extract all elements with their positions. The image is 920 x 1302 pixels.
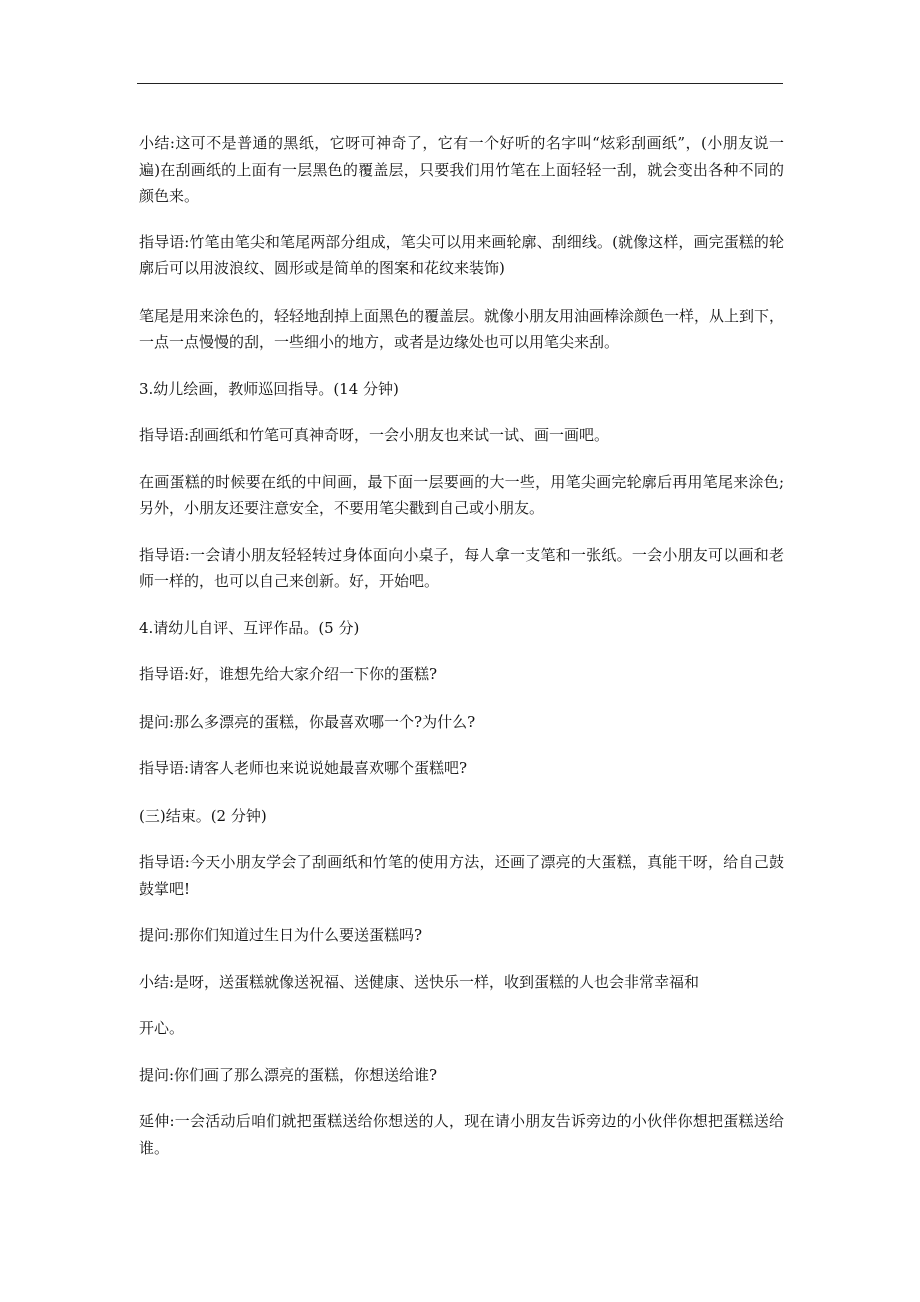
paragraph: 笔尾是用来涂色的，轻轻地刮掉上面黑色的覆盖层。就像小朋友用油画棒涂颜色一样，从上到下，一点一点慢慢的刮，一些细小的地方，或者是边缘处也可以用笔尖来刮。	[139, 306, 785, 351]
paragraph: 在画蛋糕的时候要在纸的中间画，最下面一层要画的大一些，用笔尖画完轮廓后再用笔尾来涂色;另外，小朋友还要注意安全，不要用笔尖戳到自己或小朋友。	[139, 472, 784, 517]
paragraph: 指导语:好，谁想先给大家介绍一下你的蛋糕?	[139, 665, 438, 683]
paragraph: 提问:那么多漂亮的蛋糕，你最喜欢哪一个?为什么?	[139, 712, 476, 731]
paragraph: 小结:这可不是普通的黑纸，它呀可神奇了，它有一个好听的名字叫“炫彩刮画纸”，(小朋友说一遍)在刮画纸的上面有一层黑色的覆盖层，只要我们用竹笔在上面轻轻一刮，就会变出各种不同的颜色来。	[139, 134, 784, 205]
paragraph: 指导语:刮画纸和竹笔可真神奇呀，一会小朋友也来试一试、画一画吧。	[139, 426, 610, 444]
paragraph: 提问:你们画了那么漂亮的蛋糕，你想送给谁?	[139, 1065, 438, 1084]
section-heading: 4.请幼儿自评、互评作品。(5 分)	[139, 618, 360, 637]
paragraph: 指导语:一会请小朋友轻轻转过身体面向小桌子，每人拿一支笔和一张纸。一会小朋友可以画和老师一样的，也可以自己来创新。好，开始吧。	[139, 545, 784, 590]
paragraph: 开心。	[139, 1019, 185, 1037]
header-rule	[137, 83, 783, 84]
document-body	[139, 130, 784, 1161]
section-heading: 3.幼儿绘画，教师巡回指导。(14 分钟)	[139, 379, 399, 398]
section-heading: (三)结束。(2 分钟)	[139, 806, 267, 825]
paragraph: 指导语:请客人老师也来说说她最喜欢哪个蛋糕吧?	[139, 759, 468, 777]
paragraph: 提问:那你们知道过生日为什么要送蛋糕吗?	[139, 926, 423, 944]
paragraph: 延伸:一会活动后咱们就把蛋糕送给你想送的人，现在请小朋友告诉旁边的小伙伴你想把蛋糕送给谁。	[139, 1112, 784, 1157]
paragraph: 小结:是呀，送蛋糕就像送祝福、送健康、送快乐一样，收到蛋糕的人也会非常幸福和	[139, 972, 700, 991]
paragraph: 指导语:竹笔由笔尖和笔尾两部分组成，笔尖可以用来画轮廓、刮细线。(就像这样，画完蛋糕的轮廓后可以用波浪纹、圆形或是简单的图案和花纹来装饰)	[139, 232, 784, 277]
paragraph: 指导语:今天小朋友学会了刮画纸和竹笔的使用方法，还画了漂亮的大蛋糕，真能干呀，给自己鼓鼓掌吧!	[139, 853, 784, 898]
